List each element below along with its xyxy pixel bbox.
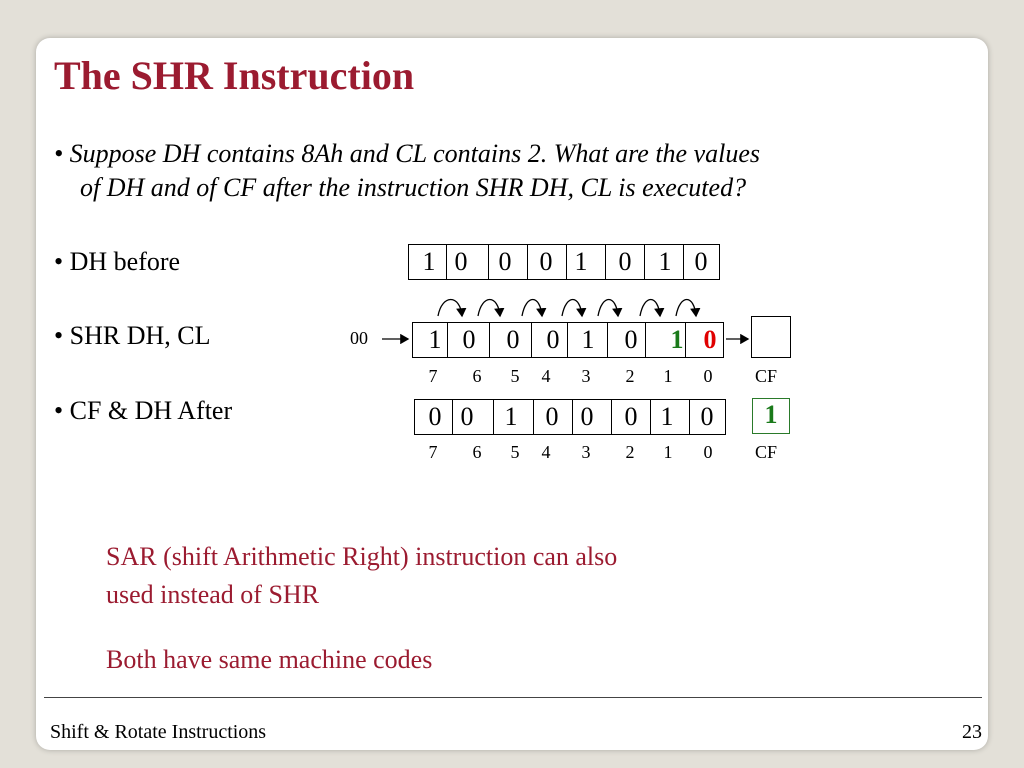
slide-title: The SHR Instruction bbox=[54, 53, 415, 98]
bit-index: 7 bbox=[428, 366, 438, 386]
bit-cell: 0 bbox=[624, 402, 638, 431]
bit-cell: 0 bbox=[694, 247, 708, 276]
bit-cell: 0 bbox=[462, 325, 476, 354]
bit-cell: 0 bbox=[624, 325, 638, 354]
shift-arrow bbox=[522, 300, 542, 317]
shift-arrow bbox=[598, 300, 618, 317]
same-code-note: Both have same machine codes bbox=[106, 645, 433, 674]
bit-index: 4 bbox=[541, 442, 551, 462]
bit-cell: 0 bbox=[460, 402, 474, 431]
bit-cell: 1 bbox=[581, 325, 595, 354]
bit-index: 0 bbox=[703, 366, 713, 386]
question-text: • Suppose DH contains 8Ah and CL contains 2. What are the values of DH and of CF after the instruction SHR DH, CL is executed? bbox=[54, 137, 994, 205]
bit-index: 2 bbox=[625, 442, 635, 462]
bit-cell: 0 bbox=[618, 247, 632, 276]
bit-index: 4 bbox=[541, 366, 551, 386]
bit-cell: 0 bbox=[506, 325, 520, 354]
bit-cell: 1 bbox=[660, 402, 674, 431]
shift-arrow bbox=[478, 300, 500, 317]
bit-cell: 0 bbox=[454, 247, 468, 276]
bit-cell-1-highlight: 1 bbox=[670, 325, 684, 354]
shift-arrow bbox=[562, 300, 582, 317]
bit-index: 5 bbox=[510, 442, 520, 462]
page-number: 23 bbox=[962, 721, 982, 743]
bullet-dh-before-label: DH before bbox=[69, 247, 181, 276]
bullet-after-label: CF & DH After bbox=[69, 396, 233, 425]
bit-cell: 0 bbox=[580, 402, 594, 431]
shift-arrow bbox=[438, 300, 462, 317]
bit-index: 0 bbox=[703, 442, 713, 462]
question-line-1: Suppose DH contains 8Ah and CL contains 2. What are the values bbox=[69, 139, 761, 168]
cf-label-2: CF bbox=[755, 442, 778, 462]
bit-cell: 1 bbox=[574, 247, 588, 276]
bit-cell: 1 bbox=[428, 325, 442, 354]
bit-cell: 0 bbox=[545, 402, 559, 431]
bit-cell: 0 bbox=[498, 247, 512, 276]
bullet-shr: • SHR DH, CL bbox=[54, 321, 211, 350]
bit-cell: 0 bbox=[700, 402, 714, 431]
shift-in-label: 00 bbox=[350, 328, 368, 348]
bit-index: 6 bbox=[472, 366, 482, 386]
bit-cell: 1 bbox=[504, 402, 518, 431]
footer-title: Shift & Rotate Instructions bbox=[50, 721, 267, 743]
sar-note bbox=[106, 538, 617, 614]
shift-arrow bbox=[640, 300, 660, 317]
bullet-shr-label: SHR DH, CL bbox=[69, 321, 211, 350]
cf-value: 1 bbox=[764, 400, 778, 429]
bit-index: 3 bbox=[581, 442, 591, 462]
sar-note-line-2: used instead of SHR bbox=[106, 580, 320, 609]
bit-index: 5 bbox=[510, 366, 520, 386]
question-line-2: of DH and of CF after the instruction SHR DH, CL is executed? bbox=[80, 173, 747, 202]
bit-cell-0-highlight: 0 bbox=[703, 325, 717, 354]
bullet-dh-before: • DH before bbox=[54, 247, 181, 276]
sar-note-line-1: SAR (shift Arithmetic Right) instruction can also bbox=[106, 542, 618, 571]
bit-index: 3 bbox=[581, 366, 591, 386]
bit-cell: 0 bbox=[546, 325, 560, 354]
shift-arrow bbox=[676, 300, 696, 317]
bullet-after: • CF & DH After bbox=[54, 396, 233, 425]
bit-index: 6 bbox=[472, 442, 482, 462]
bit-index: 2 bbox=[625, 366, 635, 386]
bit-cell: 0 bbox=[539, 247, 553, 276]
bit-index: 1 bbox=[663, 442, 673, 462]
bit-cell: 1 bbox=[658, 247, 672, 276]
bit-cell: 0 bbox=[428, 402, 442, 431]
bit-index: 7 bbox=[428, 442, 438, 462]
bit-index: 1 bbox=[663, 366, 673, 386]
bit-cell: 1 bbox=[422, 247, 436, 276]
footer-divider bbox=[44, 697, 982, 698]
cf-label-1: CF bbox=[755, 366, 778, 386]
